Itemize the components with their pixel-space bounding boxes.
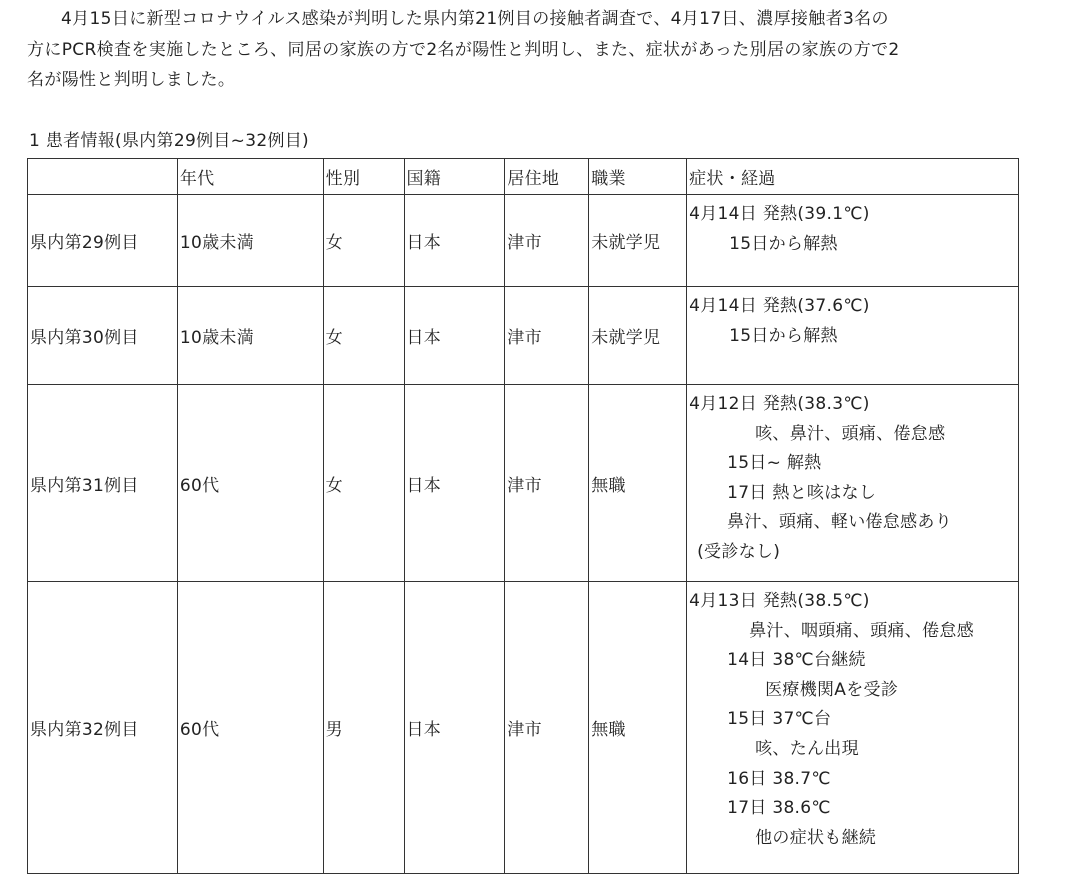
cell-sex: 女 bbox=[323, 287, 404, 385]
table-row bbox=[28, 287, 1019, 385]
table-header-row bbox=[28, 159, 1019, 195]
header-age: 年代 bbox=[177, 159, 323, 195]
cell-case: 県内第30例目 bbox=[28, 287, 178, 385]
cell-symptoms bbox=[687, 287, 1019, 385]
header-case bbox=[28, 159, 178, 195]
symptom-line: 15日から解熱 bbox=[729, 233, 838, 254]
symptom-line: 14日 38℃台継続 bbox=[727, 650, 866, 671]
symptom-line: 17日 熱と咳はなし bbox=[727, 482, 877, 503]
symptom-line: 4月14日 発熱(37.6℃) bbox=[689, 296, 870, 316]
symptom-line: 鼻汁、頭痛、軽い倦怠感あり bbox=[727, 512, 952, 533]
cell-symptoms bbox=[687, 582, 1019, 874]
cell-case: 県内第32例目 bbox=[28, 582, 178, 874]
symptom-line: 15日から解熱 bbox=[729, 325, 838, 346]
symptom-line: 4月13日 発熱(38.5℃) bbox=[689, 591, 870, 611]
cell-occupation: 未就学児 bbox=[589, 287, 687, 385]
symptom-line: 17日 38.6℃ bbox=[727, 798, 831, 819]
cell-age: 60代 bbox=[177, 582, 323, 874]
cell-nationality: 日本 bbox=[404, 287, 505, 385]
cell-age: 10歳未満 bbox=[177, 195, 323, 287]
intro-line-2: 方にPCR検査を実施したところ、同居の家族の方で2名が陽性と判明し、また、症状があった別居の家族の方で2 bbox=[27, 39, 900, 60]
cell-occupation: 無職 bbox=[589, 582, 687, 874]
section-title: 1 患者情報(県内第29例目~32例目) bbox=[29, 131, 309, 151]
cell-symptoms bbox=[687, 385, 1019, 582]
cell-sex: 男 bbox=[323, 582, 404, 874]
cell-nationality: 日本 bbox=[404, 385, 505, 582]
cell-case: 県内第31例目 bbox=[28, 385, 178, 582]
symptom-line: 鼻汁、咽頭痛、頭痛、倦怠感 bbox=[749, 620, 974, 641]
cell-occupation: 無職 bbox=[589, 385, 687, 582]
header-occupation: 職業 bbox=[589, 159, 687, 195]
cell-age: 10歳未満 bbox=[177, 287, 323, 385]
symptom-line: 15日 37℃台 bbox=[727, 709, 832, 730]
symptom-line: 4月12日 発熱(38.3℃) bbox=[689, 394, 870, 414]
header-sex: 性別 bbox=[323, 159, 404, 195]
table-row bbox=[28, 385, 1019, 582]
symptom-line: 16日 38.7℃ bbox=[727, 768, 831, 789]
intro-line-3: 名が陽性と判明しました。 bbox=[27, 70, 236, 90]
header-nationality: 国籍 bbox=[404, 159, 505, 195]
cell-sex: 女 bbox=[323, 195, 404, 287]
symptom-line: (受診なし) bbox=[697, 541, 781, 562]
cell-case: 県内第29例目 bbox=[28, 195, 178, 287]
symptom-line: 咳、鼻汁、頭痛、倦怠感 bbox=[755, 423, 946, 444]
cell-sex: 女 bbox=[323, 385, 404, 582]
symptom-line: 咳、たん出現 bbox=[755, 738, 859, 759]
cell-residence: 津市 bbox=[505, 582, 589, 874]
symptom-line: 15日~ 解熱 bbox=[727, 453, 822, 474]
symptom-line: 4月14日 発熱(39.1℃) bbox=[689, 204, 870, 224]
cell-symptoms bbox=[687, 195, 1019, 287]
header-symptoms: 症状・経過 bbox=[687, 159, 1019, 195]
cell-age: 60代 bbox=[177, 385, 323, 582]
symptom-line: 医療機関Aを受診 bbox=[765, 679, 899, 700]
intro-line-1: 4月15日に新型コロナウイルス感染が判明した県内第21例目の接触者調査で、4月17日、濃厚接触者3名の bbox=[61, 9, 889, 29]
cell-residence: 津市 bbox=[505, 195, 589, 287]
table-row bbox=[28, 582, 1019, 874]
cell-nationality: 日本 bbox=[404, 195, 505, 287]
symptom-line: 他の症状も継続 bbox=[755, 827, 877, 848]
cell-nationality: 日本 bbox=[404, 582, 505, 874]
cell-residence: 津市 bbox=[505, 287, 589, 385]
header-residence: 居住地 bbox=[505, 159, 589, 195]
cell-residence: 津市 bbox=[505, 385, 589, 582]
table-row bbox=[28, 195, 1019, 287]
cell-occupation: 未就学児 bbox=[589, 195, 687, 287]
patient-info-table bbox=[27, 158, 1019, 874]
intro-paragraph bbox=[27, 4, 1067, 96]
